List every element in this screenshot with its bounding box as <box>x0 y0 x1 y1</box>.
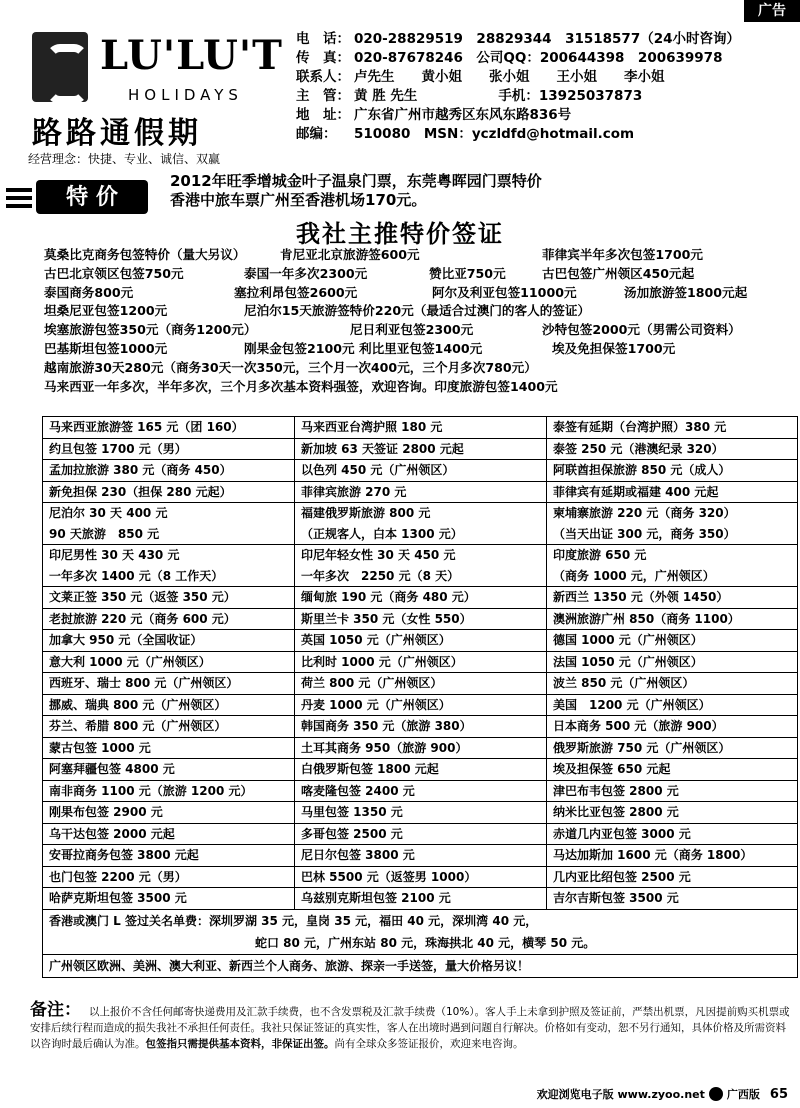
contact-value: 卢先生 黄小姐 张小姐 王小姐 李小姐 <box>354 69 665 85</box>
promo-item: 菲律宾半年多次包签1700元 <box>542 247 703 262</box>
table-row <box>43 460 798 482</box>
table-cell <box>547 673 798 695</box>
table-cell <box>547 802 798 824</box>
promo-row <box>44 378 794 397</box>
table-cell <box>43 438 295 460</box>
table-cell <box>43 651 295 673</box>
table-cell <box>295 417 547 439</box>
cell-line: 一年多次 1400 元（8 工作天） <box>49 568 224 583</box>
table-cell <box>43 587 295 609</box>
guangzhou-note: 广州领区欧洲、美洲、澳大利亚、新西兰个人商务、旅游、探亲一手送签，量大价格另议！ <box>43 954 798 977</box>
cell-line: 挪威、瑞典 800 元（广州领区） <box>49 697 227 712</box>
cell-line: 孟加拉旅游 380 元（商务 450） <box>49 463 232 477</box>
cell-line: 德国 1000 元（广州领区） <box>553 633 703 647</box>
cell-line: 韩国商务 350 元（旅游 380） <box>301 719 472 733</box>
contact-fax <box>296 49 740 68</box>
contact-persons <box>296 68 740 87</box>
cell-line: 蒙古包签 1000 元 <box>49 740 151 755</box>
promo-item: 尼泊尔15天旅游签特价220元（最适合过澳门的客人的签证） <box>244 303 591 319</box>
table-cell <box>43 780 295 802</box>
contact-label: 邮编： <box>296 126 337 142</box>
cell-line: 马来西亚旅游签 165 元（团 160） <box>49 420 244 434</box>
notes <box>30 1002 790 1052</box>
hk-fee-line: 香港或澳门 L 签过关名单费：深圳罗湖 35 元，皇岗 35 元，福田 40 元，深圳湾 40 元， <box>49 913 538 928</box>
cell-line: 哈萨克斯坦包签 3500 元 <box>49 891 187 905</box>
company-logo <box>28 30 288 168</box>
promo-item: 古巴包签广州领区450元起 <box>542 265 695 281</box>
table-cell <box>547 481 798 503</box>
table-cell <box>547 888 798 910</box>
promo-item: 阿尔及利亚包签11000元 <box>432 284 577 300</box>
promo-item: 泰国商务800元 <box>44 284 134 300</box>
table-cell <box>43 417 295 439</box>
promo-item: 莫桑比克商务包签特价（量大另议） <box>44 247 246 262</box>
cell-line: 老挝旅游 220 元（商务 600 元） <box>49 611 236 626</box>
table-cell <box>547 694 798 716</box>
cell-line: 新西兰 1350 元（外领 1450） <box>553 590 729 604</box>
table-row <box>43 481 798 503</box>
table-cell <box>547 737 798 759</box>
cell-line: 南非商务 1100 元（旅游 1200 元） <box>49 783 253 798</box>
table-cell <box>43 481 295 503</box>
cell-line: 约旦包签 1700 元（男） <box>49 441 187 456</box>
cell-line: 美国 1200 元（广州领区） <box>553 697 711 712</box>
notes-text: 以上报价不含任何邮寄快递费用及汇款手续费，也不含发票税及汇款手续费（10%）。客人手上未拿到护照及签证前，严禁出机票，凡因提前购买机票或安排后续行程而造成的损失我社不承担任何责任。我社只保证签证的真实性，客人在出境时遇到问题自行解决。价格如有变动，恕不另行通知，具体价格及所需资料以咨询时最后确认为准。 <box>30 1006 790 1050</box>
promo-item: 沙特包签2000元（男需公司资料） <box>542 322 741 338</box>
table-cell <box>295 737 547 759</box>
footer-site: 欢迎浏览电子版 www.zyoo.net <box>536 1088 705 1101</box>
contact-value: 020-87678246 公司QQ：200644398 200639978 <box>354 50 723 66</box>
cell-line: 澳洲旅游广州 850（商务 1100） <box>553 611 740 626</box>
contact-phone <box>296 30 740 49</box>
contact-postcode <box>296 125 740 144</box>
table-cell <box>43 823 295 845</box>
table-cell <box>43 759 295 781</box>
table-body <box>43 417 798 910</box>
contact-address <box>296 106 740 125</box>
cell-line: 纳米比亚包签 2800 元 <box>553 805 679 819</box>
table-cell <box>295 802 547 824</box>
notes-text: 尚有全球众多签证报价，欢迎来电咨询。 <box>334 1038 524 1050</box>
table-cell <box>295 716 547 738</box>
cell-line: 福建俄罗斯旅游 800 元 <box>301 506 431 520</box>
hk-fee-cell <box>43 909 798 954</box>
table-footer <box>43 909 798 977</box>
cell-line: 文莱正签 350 元（返签 350 元） <box>49 590 236 604</box>
table-cell <box>295 630 547 652</box>
table-cell <box>43 866 295 888</box>
ad-tag: 广告 <box>744 0 800 22</box>
table-row <box>43 608 798 630</box>
business-slogan: 经营理念：快捷、专业、诚信、双赢 <box>28 152 221 166</box>
table-cell <box>43 888 295 910</box>
promo-row <box>44 302 794 321</box>
contact-value: 510080 MSN：yczldfd@hotmail.com <box>354 126 635 142</box>
table-cell <box>547 460 798 482</box>
table-cell <box>295 608 547 630</box>
cell-line: 吉尔吉斯包签 3500 元 <box>553 891 679 905</box>
table-row <box>43 780 798 802</box>
table-cell <box>43 608 295 630</box>
contact-manager <box>296 87 740 106</box>
contact-value: 黄 胜 先生 手机：13925037873 <box>354 88 643 104</box>
table-cell <box>43 460 295 482</box>
cell-line: 土耳其商务 950（旅游 900） <box>301 740 468 755</box>
promo-item: 坦桑尼亚包签1200元 <box>44 303 168 319</box>
table-row <box>43 673 798 695</box>
logo-holidays: HOLIDAYS <box>128 86 243 104</box>
page-footer <box>537 1086 788 1102</box>
table-row <box>43 630 798 652</box>
cell-line: 波兰 850 元（广州领区） <box>553 676 695 690</box>
logo-mark-icon <box>32 32 88 102</box>
special-offer-text <box>170 172 542 210</box>
table-row <box>43 866 798 888</box>
cell-line: 西班牙、瑞士 800 元（广州领区） <box>49 676 239 690</box>
cell-line: 埃及担保签 650 元起 <box>553 762 671 776</box>
cell-line: 尼日尔包签 3800 元 <box>301 848 415 862</box>
table-cell <box>295 587 547 609</box>
promo-item: 埃及免担保签1700元 <box>552 340 676 356</box>
logo-chinese-name: 路路通假期 <box>32 116 202 151</box>
promo-item: 泰国一年多次2300元 <box>244 265 368 281</box>
table-row <box>43 823 798 845</box>
page-number: 65 <box>769 1086 788 1102</box>
cell-line: 印尼男性 30 天 430 元 <box>49 548 180 562</box>
cell-line: 阿塞拜疆包签 4800 元 <box>49 762 175 776</box>
table-row <box>43 909 798 954</box>
table-cell <box>547 417 798 439</box>
cell-line: 荷兰 800 元（广州领区） <box>301 676 443 690</box>
cell-line: 马里包签 1350 元 <box>301 805 403 819</box>
cell-line: 柬埔寨旅游 220 元（商务 320） <box>553 506 736 520</box>
table-row <box>43 503 798 545</box>
table-row <box>43 651 798 673</box>
contact-value: 广东省广州市越秀区东风东路836号 <box>354 107 572 123</box>
table-cell <box>295 780 547 802</box>
hk-fee-line: 蛇口 80 元，广州东站 80 元，珠海拱北 40 元，横琴 50 元。 <box>255 935 596 950</box>
table-cell <box>43 545 295 587</box>
cell-line: 菲律宾旅游 270 元 <box>301 484 407 499</box>
cell-line: 印度旅游 650 元 <box>553 548 647 562</box>
table-cell <box>43 802 295 824</box>
table-cell <box>295 823 547 845</box>
cell-line: 乌干达包签 2000 元起 <box>49 826 175 841</box>
promo-list <box>44 246 794 396</box>
promo-item: 尼日利亚包签2300元 <box>350 322 474 338</box>
contact-label: 地 址： <box>296 107 350 123</box>
promo-row <box>44 359 794 378</box>
footer-edition: 广西版 <box>726 1088 760 1101</box>
table-cell <box>547 651 798 673</box>
table-cell <box>43 694 295 716</box>
cell-line: 阿联酋担保旅游 850 元（成人） <box>553 463 731 477</box>
notes-bold: 包签指只需提供基本资料，非保证出签。 <box>145 1038 335 1050</box>
cell-line: 几内亚比绍包签 2500 元 <box>553 869 691 884</box>
table-cell <box>295 481 547 503</box>
table-cell <box>295 545 547 587</box>
cell-line: 以色列 450 元（广州领区） <box>301 463 455 477</box>
notes-label: 备注： <box>30 1000 81 1020</box>
table-cell <box>295 845 547 867</box>
table-cell <box>295 460 547 482</box>
cell-line: 比利时 1000 元（广州领区） <box>301 654 463 669</box>
cell-line: 巴林 5500 元（返签男 1000） <box>301 869 477 884</box>
promo-item: 肯尼亚北京旅游签600元 <box>280 247 420 262</box>
cell-line: 刚果布包签 2900 元 <box>49 805 163 819</box>
table-cell <box>547 866 798 888</box>
table-cell <box>295 651 547 673</box>
table-cell <box>295 759 547 781</box>
cell-line: 津巴布韦包签 2800 元 <box>553 783 679 798</box>
table-cell <box>43 737 295 759</box>
cell-line: 一年多次 2250 元（8 天） <box>301 568 460 583</box>
promo-item: 越南旅游30天280元（商务30天一次350元，三个月一次400元，三个月多次780元） <box>44 359 537 375</box>
cell-line: 加拿大 950 元（全国收证） <box>49 633 203 647</box>
contact-info <box>296 30 740 144</box>
table-cell <box>43 673 295 695</box>
table-row <box>43 438 798 460</box>
cell-line: 印尼年轻女性 30 天 450 元 <box>301 548 456 562</box>
promo-row <box>44 265 794 284</box>
promo-item: 赞比亚750元 <box>429 265 506 281</box>
contact-value: 020-28829519 28829344 31518577（24小时咨询） <box>354 31 741 47</box>
cell-line: 白俄罗斯包签 1800 元起 <box>301 762 439 776</box>
contact-label: 联系人： <box>296 69 350 85</box>
contact-label: 传 真： <box>296 50 350 66</box>
table-row <box>43 417 798 439</box>
cell-line: 安哥拉商务包签 3800 元起 <box>49 848 199 862</box>
cell-line: （当天出证 300 元，商务 350） <box>553 526 736 541</box>
cell-line: 也门包签 2200 元（男） <box>49 869 187 884</box>
table-cell <box>547 716 798 738</box>
table-cell <box>295 673 547 695</box>
cell-line: 新免担保 230（担保 280 元起） <box>49 484 232 499</box>
logo-english-name: LU'LU'T <box>100 32 283 79</box>
table-row <box>43 716 798 738</box>
promo-item: 汤加旅游签1800元起 <box>624 284 748 300</box>
table-cell <box>295 438 547 460</box>
table-cell <box>547 545 798 587</box>
table-cell <box>295 503 547 545</box>
cell-line: 赤道几内亚包签 3000 元 <box>553 826 691 841</box>
main-title: 我社主推特价签证 <box>296 219 504 248</box>
promo-row <box>44 340 794 359</box>
cell-line: 泰签有延期（台湾护照）380 元 <box>553 420 727 434</box>
visa-price-table <box>42 416 798 978</box>
cell-line: 斯里兰卡 350 元（女性 550） <box>301 611 472 626</box>
table-row <box>43 587 798 609</box>
cell-line: 90 天旅游 850 元 <box>49 526 160 541</box>
cell-line: 丹麦 1000 元（广州领区） <box>301 697 451 712</box>
cell-line: 新加坡 63 天签证 2800 元起 <box>301 441 464 456</box>
table-cell <box>547 823 798 845</box>
table-cell <box>547 845 798 867</box>
special-line: 香港中旅车票广州至香港机场170元。 <box>170 191 427 209</box>
table-cell <box>547 630 798 652</box>
table-row <box>43 802 798 824</box>
table-row <box>43 954 798 977</box>
table-row <box>43 759 798 781</box>
table-row <box>43 694 798 716</box>
cell-line: 多哥包签 2500 元 <box>301 826 403 841</box>
cell-line: 俄罗斯旅游 750 元（广州领区） <box>553 740 731 755</box>
cell-line: 喀麦隆包签 2400 元 <box>301 783 415 798</box>
table-cell <box>547 780 798 802</box>
table-cell <box>43 503 295 545</box>
table-row <box>43 545 798 587</box>
cell-line: 法国 1050 元（广州领区） <box>553 654 703 669</box>
table-cell <box>295 866 547 888</box>
promo-item: 埃塞旅游包签350元（商务1200元） <box>44 322 257 338</box>
cell-line: 马来西亚台湾护照 180 元 <box>301 420 443 434</box>
contact-label: 主 管： <box>296 88 350 104</box>
table-cell <box>547 438 798 460</box>
promo-item: 巴基斯坦包签1000元 <box>44 340 168 356</box>
special-line: 2012年旺季增城金叶子温泉门票，东莞粤晖园门票特价 <box>170 172 542 190</box>
table-row <box>43 845 798 867</box>
promo-item: 塞拉利昂包签2600元 <box>234 284 358 300</box>
table-cell <box>547 503 798 545</box>
promo-row <box>44 246 794 265</box>
cell-line: （商务 1000 元，广州领区） <box>553 568 715 583</box>
cell-line: 英国 1050 元（广州领区） <box>301 633 451 647</box>
cell-line: 泰签 250 元（港澳纪录 320） <box>553 441 724 456</box>
promo-row <box>44 321 794 340</box>
magazine-logo-icon <box>709 1087 723 1101</box>
cell-line: 马达加斯加 1600 元（商务 1800） <box>553 848 753 862</box>
promo-item: 刚果金包签2100元 利比里亚包签1400元 <box>244 340 483 356</box>
promo-row <box>44 284 794 303</box>
promo-item: 马来西亚一年多次，半年多次，三个月多次基本资料强签，欢迎咨询。印度旅游包签1400元 <box>44 378 558 394</box>
special-price-badge: 特 价 <box>36 180 148 214</box>
table-cell <box>43 630 295 652</box>
cell-line: 尼泊尔 30 天 400 元 <box>49 506 168 520</box>
cell-line: 日本商务 500 元（旅游 900） <box>553 719 724 733</box>
cell-line: 芬兰、希腊 800 元（广州领区） <box>49 719 227 733</box>
table-row <box>43 888 798 910</box>
promo-item: 古巴北京领区包签750元 <box>44 265 184 281</box>
table-cell <box>43 845 295 867</box>
table-cell <box>295 694 547 716</box>
cell-line: 菲律宾有延期或福建 400 元起 <box>553 484 719 499</box>
table-cell <box>295 888 547 910</box>
cell-line: 意大利 1000 元（广州领区） <box>49 654 211 669</box>
cell-line: 乌兹别克斯坦包签 2100 元 <box>301 891 451 905</box>
contact-label: 电 话： <box>296 31 350 47</box>
cell-line: （正规客人，白本 1300 元） <box>301 526 463 541</box>
table-cell <box>547 587 798 609</box>
table-row <box>43 737 798 759</box>
table-cell <box>43 716 295 738</box>
table-cell <box>547 608 798 630</box>
cell-line: 缅甸旅 190 元（商务 480 元） <box>301 590 476 604</box>
table-cell <box>547 759 798 781</box>
